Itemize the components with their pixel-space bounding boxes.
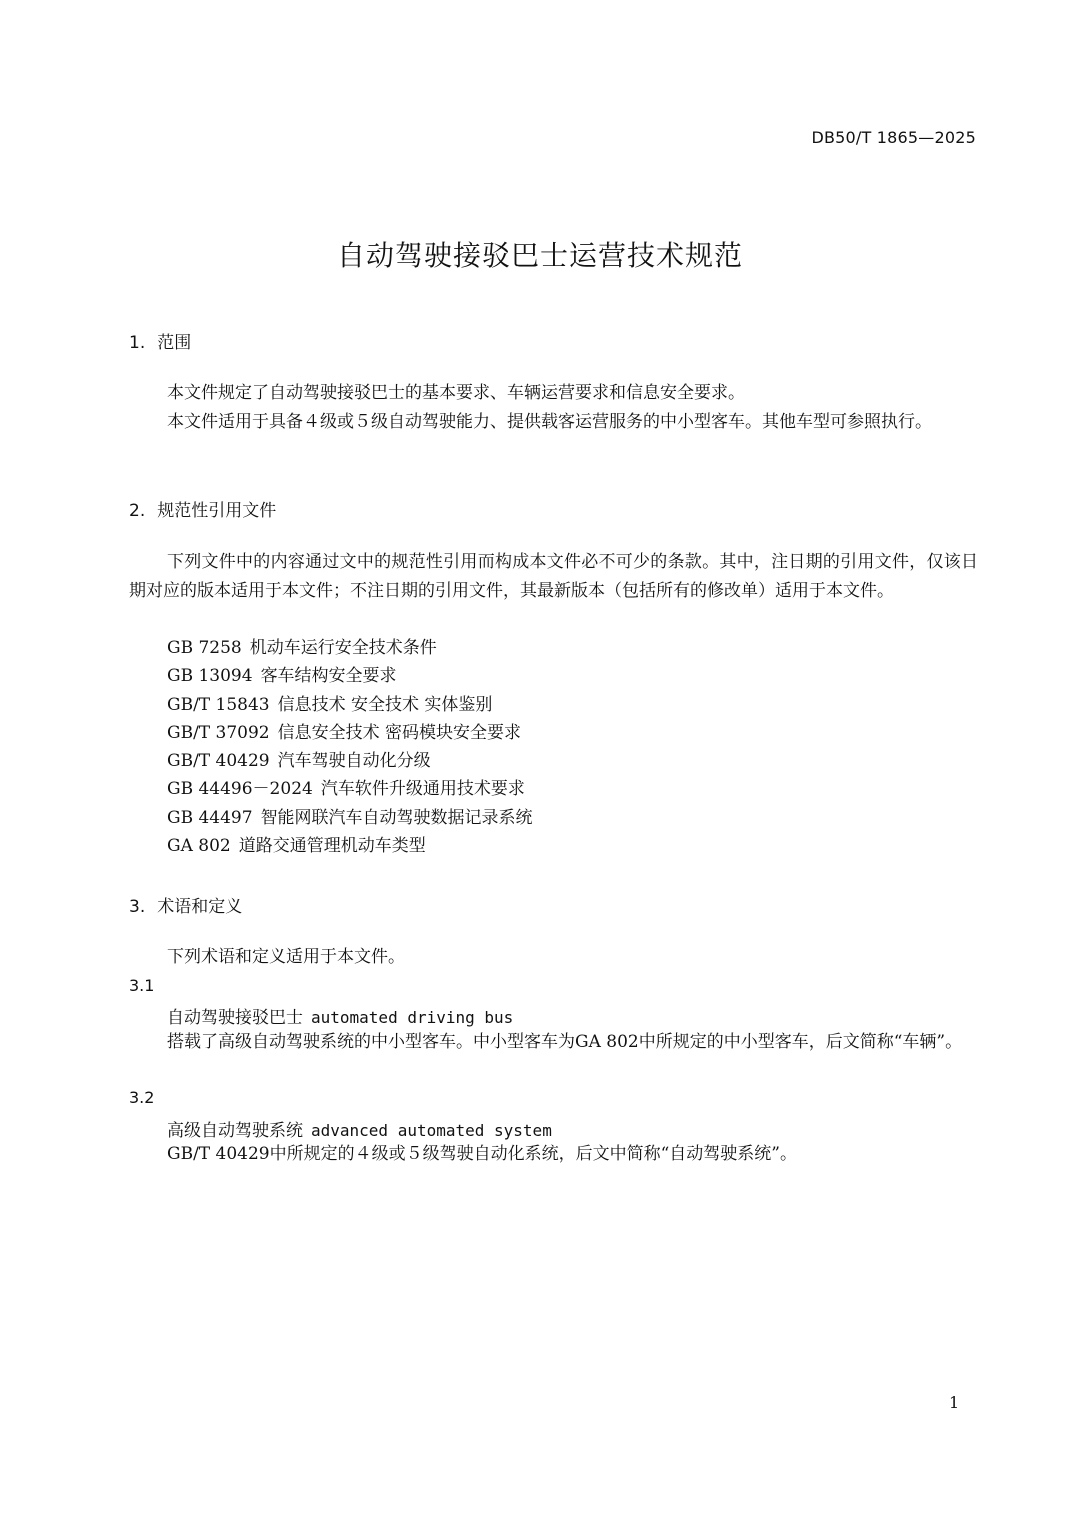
ref-name: 汽车软件升级通用技术要求	[320, 779, 525, 800]
list-item	[167, 662, 533, 690]
section-number: 1.	[129, 333, 146, 353]
term-name-en: advanced automated system	[311, 1121, 552, 1140]
list-item	[167, 719, 533, 747]
ref-name: 道路交通管理机动车类型	[238, 836, 426, 857]
list-item	[167, 691, 533, 719]
term-number: 3.1	[129, 976, 155, 995]
document-code: DB50/T 1865—2025	[811, 128, 976, 147]
section-heading-scope	[129, 328, 191, 353]
ref-name: 信息安全技术 密码模块安全要求	[277, 722, 522, 743]
list-item	[167, 832, 533, 860]
ref-code: GB 7258	[167, 638, 242, 658]
section-title: 术语和定义	[157, 897, 243, 917]
term-definition: GB/T 40429中所规定的４级或５级驾驶自动化系统，后文中简称“自动驾驶系统”。	[167, 1144, 798, 1164]
ref-code: GB 13094	[167, 666, 253, 687]
section-title: 规范性引用文件	[157, 501, 277, 521]
section-title: 范围	[157, 333, 192, 353]
term-name-cn: 高级自动驾驶系统	[167, 1121, 303, 1141]
ref-code: GB/T 40429	[167, 751, 270, 772]
section-number: 2.	[129, 501, 146, 521]
ref-name: 客车结构安全要求	[260, 666, 397, 687]
scope-paragraph-1: 本文件规定了自动驾驶接驳巴士的基本要求、车辆运营要求和信息安全要求。	[167, 383, 745, 403]
reference-list	[167, 634, 533, 860]
term-definition: 搭载了高级自动驾驶系统的中小型客车。中小型客车为GA 802中所规定的中小型客车，后文简称“车辆”。	[167, 1032, 963, 1052]
term-name-cn: 自动驾驶接驳巴士	[167, 1008, 303, 1028]
ref-code: GB 44496－2024	[167, 779, 313, 800]
term-name	[167, 1116, 552, 1141]
ref-name: 汽车驾驶自动化分级	[277, 751, 431, 772]
ref-name: 智能网联汽车自动驾驶数据记录系统	[260, 807, 533, 828]
list-item	[167, 775, 533, 803]
list-item	[167, 804, 533, 832]
normative-intro: 下列文件中的内容通过文中的规范性引用而构成本文件必不可少的条款。其中，注日期的引用文件，仅该日期对应的版本适用于本文件；不注日期的引用文件，其最新版本（包括所有的修改单）适用于本文件。	[129, 552, 978, 601]
ref-code: GB 44497	[167, 807, 253, 828]
term-name-en: automated driving bus	[311, 1008, 514, 1027]
list-item	[167, 634, 533, 662]
scope-paragraph-2: 本文件适用于具备４级或５级自动驾驶能力、提供载客运营服务的中小型客车。其他车型可参照执行。	[167, 412, 932, 432]
page-title: 自动驾驶接驳巴士运营技术规范	[336, 239, 743, 272]
term-name	[167, 1003, 513, 1028]
page-number: 1	[949, 1393, 960, 1412]
ref-name: 信息技术 安全技术 实体鉴别	[277, 694, 493, 715]
ref-name: 机动车运行安全技术条件	[249, 638, 437, 658]
section-number: 3.	[129, 897, 146, 917]
section-heading-terms	[129, 892, 242, 917]
ref-code: GB/T 15843	[167, 694, 270, 715]
list-item	[167, 747, 533, 775]
term-number: 3.2	[129, 1088, 155, 1107]
ref-code: GA 802	[167, 836, 231, 857]
ref-code: GB/T 37092	[167, 722, 270, 743]
section-heading-normative	[129, 496, 276, 521]
terms-intro: 下列术语和定义适用于本文件。	[167, 947, 405, 967]
